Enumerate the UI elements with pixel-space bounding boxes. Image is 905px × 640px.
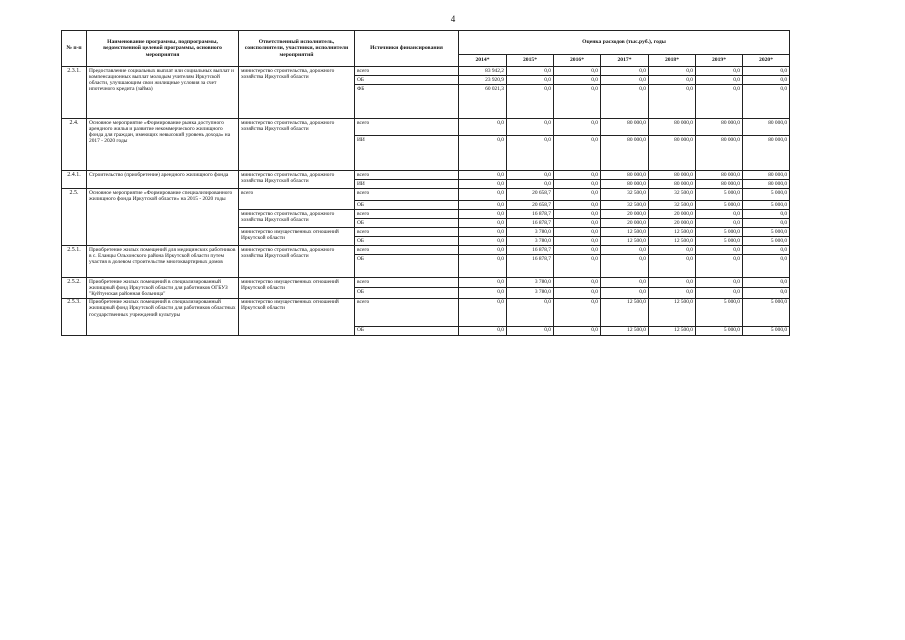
value-cell: 12 500,0 [601, 298, 649, 326]
value-cell: 80 000,0 [696, 180, 743, 189]
value-cell: 0,0 [459, 298, 507, 326]
header-executor: Ответственный исполнитель, соисполнители, участники, исполнители мероприятий [239, 31, 355, 67]
funding-source: всего [355, 210, 459, 219]
row-name: Основное мероприятие «Формирование специализированного жилищного фонда Иркутской области» на 2015 - 2020 годы [87, 189, 239, 246]
value-cell: 16 878,7 [507, 219, 554, 228]
value-cell: 3 780,0 [507, 278, 554, 288]
row-code: 2.4.1. [62, 171, 87, 189]
value-cell: 0,0 [554, 201, 601, 210]
value-cell: 32 500,0 [649, 201, 696, 210]
value-cell: 0,0 [601, 246, 649, 255]
value-cell: 80 000,0 [696, 136, 743, 171]
value-cell: 0,0 [459, 136, 507, 171]
row-executor: всего [239, 189, 355, 210]
value-cell: 0,0 [743, 288, 790, 298]
value-cell: 80 000,0 [601, 180, 649, 189]
row-executor: министерство строительства, дорожного хозяйства Иркутской области [239, 171, 355, 189]
header-year: 2020* [743, 55, 790, 67]
funding-source: ФБ [355, 85, 459, 119]
value-cell: 0,0 [696, 255, 743, 278]
value-cell: 0,0 [554, 67, 601, 76]
value-cell: 60 021,3 [459, 85, 507, 119]
funding-source: ОБ [355, 255, 459, 278]
value-cell: 5 000,0 [743, 298, 790, 326]
funding-source: всего [355, 67, 459, 76]
value-cell: 5 000,0 [743, 237, 790, 246]
funding-source: ИИ [355, 136, 459, 171]
row-executor: министерство строительства, дорожного хозяйства Иркутской области [239, 119, 355, 171]
header-year: 2018* [649, 55, 696, 67]
value-cell: 0,0 [554, 210, 601, 219]
value-cell: 16 878,7 [507, 210, 554, 219]
funding-source: ОБ [355, 288, 459, 298]
header-year: 2019* [696, 55, 743, 67]
value-cell: 5 000,0 [696, 326, 743, 335]
value-cell: 0,0 [649, 85, 696, 119]
value-cell: 12 500,0 [601, 237, 649, 246]
value-cell: 0,0 [601, 76, 649, 85]
funding-source: всего [355, 278, 459, 288]
value-cell: 0,0 [554, 326, 601, 335]
funding-source: всего [355, 246, 459, 255]
value-cell: 12 500,0 [601, 228, 649, 237]
funding-source: ИИ [355, 180, 459, 189]
funding-source: ОБ [355, 219, 459, 228]
value-cell: 3 780,0 [507, 237, 554, 246]
value-cell: 5 000,0 [743, 326, 790, 335]
value-cell: 0,0 [554, 278, 601, 288]
value-cell: 0,0 [696, 278, 743, 288]
value-cell: 20 000,0 [601, 219, 649, 228]
value-cell: 12 500,0 [649, 237, 696, 246]
value-cell: 0,0 [507, 326, 554, 335]
value-cell: 0,0 [601, 255, 649, 278]
value-cell: 0,0 [459, 228, 507, 237]
row-executor: министерство имущественных отношений Иркутской области [239, 228, 355, 246]
value-cell: 0,0 [507, 76, 554, 85]
value-cell: 5 000,0 [696, 189, 743, 201]
funding-source: всего [355, 189, 459, 201]
row-executor: министерство строительства, дорожного хозяйства Иркутской области [239, 246, 355, 278]
value-cell: 20 000,0 [649, 219, 696, 228]
value-cell: 80 000,0 [649, 136, 696, 171]
value-cell: 0,0 [459, 219, 507, 228]
value-cell: 0,0 [601, 67, 649, 76]
funding-source: всего [355, 298, 459, 326]
value-cell: 12 500,0 [649, 326, 696, 335]
header-year: 2015* [507, 55, 554, 67]
value-cell: 0,0 [554, 136, 601, 171]
row-name: Приобретение жилых помещений для медицинских работников в с. Еланцы Ольхонского района Иркутской области путем участия в долевом строительстве многоквартирных домов [87, 246, 239, 278]
value-cell: 80 000,0 [649, 119, 696, 136]
value-cell: 0,0 [743, 246, 790, 255]
funding-source: ОБ [355, 201, 459, 210]
funding-source: всего [355, 119, 459, 136]
page-number: 4 [450, 14, 456, 24]
header-year: 2017* [601, 55, 649, 67]
value-cell: 5 000,0 [696, 237, 743, 246]
value-cell: 0,0 [459, 189, 507, 201]
value-cell: 0,0 [459, 180, 507, 189]
value-cell: 3 780,0 [507, 228, 554, 237]
value-cell: 0,0 [459, 255, 507, 278]
value-cell: 0,0 [743, 210, 790, 219]
value-cell: 80 000,0 [601, 136, 649, 171]
value-cell: 80 000,0 [649, 171, 696, 180]
value-cell: 0,0 [554, 85, 601, 119]
row-code: 2.5. [62, 189, 87, 246]
value-cell: 0,0 [459, 288, 507, 298]
value-cell: 0,0 [507, 119, 554, 136]
value-cell: 0,0 [649, 76, 696, 85]
value-cell: 0,0 [743, 85, 790, 119]
row-name: Приобретение жилых помещений в специализированный жилищный фонд Иркутской области для работников ОГБУЗ "Куйтунская районная больница" [87, 278, 239, 299]
value-cell: 0,0 [743, 67, 790, 76]
value-cell: 0,0 [649, 255, 696, 278]
row-name: Предоставление социальных выплат или социальных выплат и компенсационных выплат молодым учителям Иркутской области, улучшающим свои жилищные условия за счет ипотечного кредита (займа) [87, 67, 239, 119]
value-cell: 5 000,0 [743, 189, 790, 201]
value-cell: 83 942,2 [459, 67, 507, 76]
table-row [62, 246, 790, 255]
value-cell: 0,0 [554, 228, 601, 237]
value-cell: 20 658,7 [507, 189, 554, 201]
funding-source: ОБ [355, 326, 459, 335]
value-cell: 0,0 [601, 278, 649, 288]
value-cell: 16 878,7 [507, 246, 554, 255]
row-executor: министерство строительства, дорожного хозяйства Иркутской области [239, 210, 355, 228]
value-cell: 0,0 [696, 210, 743, 219]
value-cell: 5 000,0 [696, 298, 743, 326]
value-cell: 32 500,0 [601, 201, 649, 210]
value-cell: 0,0 [507, 180, 554, 189]
table-row [62, 171, 790, 180]
funding-source: всего [355, 171, 459, 180]
value-cell: 12 500,0 [601, 326, 649, 335]
value-cell: 5 000,0 [743, 228, 790, 237]
header-source: Источники финансирования [355, 31, 459, 67]
value-cell: 0,0 [696, 219, 743, 228]
table-row [62, 189, 790, 201]
header-num: № п-п [62, 31, 87, 67]
value-cell: 0,0 [507, 298, 554, 326]
value-cell: 20 000,0 [601, 210, 649, 219]
value-cell: 0,0 [554, 76, 601, 85]
value-cell: 0,0 [696, 85, 743, 119]
value-cell: 80 000,0 [696, 171, 743, 180]
value-cell: 23 920,9 [459, 76, 507, 85]
value-cell: 5 000,0 [743, 201, 790, 210]
value-cell: 12 500,0 [649, 228, 696, 237]
value-cell: 0,0 [649, 288, 696, 298]
value-cell: 0,0 [459, 171, 507, 180]
value-cell: 0,0 [459, 210, 507, 219]
value-cell: 0,0 [696, 246, 743, 255]
row-code: 2.5.3. [62, 298, 87, 335]
value-cell: 0,0 [554, 288, 601, 298]
value-cell: 0,0 [554, 219, 601, 228]
table-row [62, 119, 790, 136]
value-cell: 0,0 [601, 85, 649, 119]
value-cell: 0,0 [459, 278, 507, 288]
value-cell: 0,0 [649, 278, 696, 288]
header-year: 2016* [554, 55, 601, 67]
value-cell: 32 500,0 [601, 189, 649, 201]
row-executor: министерство имущественных отношений Иркутской области [239, 278, 355, 299]
value-cell: 0,0 [554, 298, 601, 326]
table-row [62, 298, 790, 326]
row-name: Приобретение жилых помещений в специализированный жилищный фонд Иркутской области для работников областных государственных учреждений культуры [87, 298, 239, 335]
value-cell: 16 878,7 [507, 255, 554, 278]
value-cell: 0,0 [459, 326, 507, 335]
value-cell: 0,0 [743, 255, 790, 278]
value-cell: 20 000,0 [649, 210, 696, 219]
value-cell: 0,0 [554, 255, 601, 278]
value-cell: 0,0 [743, 219, 790, 228]
value-cell: 5 000,0 [696, 228, 743, 237]
row-code: 2.4. [62, 119, 87, 171]
row-name: Строительство (приобретение) арендного жилищного фонда [87, 171, 239, 189]
value-cell: 80 000,0 [601, 171, 649, 180]
value-cell: 0,0 [554, 119, 601, 136]
row-code: 2.5.2. [62, 278, 87, 299]
value-cell: 20 658,7 [507, 201, 554, 210]
row-code: 2.3.1. [62, 67, 87, 119]
value-cell: 0,0 [649, 67, 696, 76]
value-cell: 80 000,0 [696, 119, 743, 136]
value-cell: 0,0 [459, 119, 507, 136]
value-cell: 0,0 [554, 180, 601, 189]
value-cell: 0,0 [459, 237, 507, 246]
value-cell: 0,0 [601, 288, 649, 298]
value-cell: 0,0 [459, 201, 507, 210]
expenditure-table [61, 30, 790, 336]
value-cell: 0,0 [554, 171, 601, 180]
value-cell: 80 000,0 [743, 180, 790, 189]
value-cell: 0,0 [696, 76, 743, 85]
value-cell: 0,0 [507, 171, 554, 180]
funding-source: всего [355, 228, 459, 237]
value-cell: 3 780,0 [507, 288, 554, 298]
value-cell: 0,0 [554, 246, 601, 255]
value-cell: 32 500,0 [649, 189, 696, 201]
header-name: Наименование программы, подпрограммы, ведомственной целевой программы, основного мероприятия [87, 31, 239, 67]
value-cell: 0,0 [507, 85, 554, 119]
value-cell: 0,0 [507, 136, 554, 171]
funding-source: ОБ [355, 237, 459, 246]
header-year: 2014* [459, 55, 507, 67]
header-cost: Оценка расходов (тыс.руб.), годы [459, 31, 790, 55]
row-name: Основное мероприятие «Формирование рынка доступного арендного жилья и развитие некоммерческого жилищного фонда для граждан, имеющих невысокий уровень дохода» на 2017 - 2020 годы [87, 119, 239, 171]
value-cell: 80 000,0 [743, 119, 790, 136]
value-cell: 0,0 [554, 189, 601, 201]
value-cell: 0,0 [554, 237, 601, 246]
value-cell: 0,0 [743, 76, 790, 85]
table-row [62, 67, 790, 76]
value-cell: 80 000,0 [743, 136, 790, 171]
value-cell: 0,0 [696, 288, 743, 298]
funding-source: ОБ [355, 76, 459, 85]
value-cell: 80 000,0 [743, 171, 790, 180]
value-cell: 12 500,0 [649, 298, 696, 326]
table-row [62, 278, 790, 288]
value-cell: 0,0 [459, 246, 507, 255]
value-cell: 0,0 [507, 67, 554, 76]
value-cell: 80 000,0 [649, 180, 696, 189]
value-cell: 80 000,0 [601, 119, 649, 136]
row-executor: министерство строительства, дорожного хозяйства Иркутской области [239, 67, 355, 119]
value-cell: 5 000,0 [696, 201, 743, 210]
row-code: 2.5.1. [62, 246, 87, 278]
value-cell: 0,0 [696, 67, 743, 76]
value-cell: 0,0 [649, 246, 696, 255]
row-executor: министерство имущественных отношений Иркутской области [239, 298, 355, 335]
value-cell: 0,0 [743, 278, 790, 288]
